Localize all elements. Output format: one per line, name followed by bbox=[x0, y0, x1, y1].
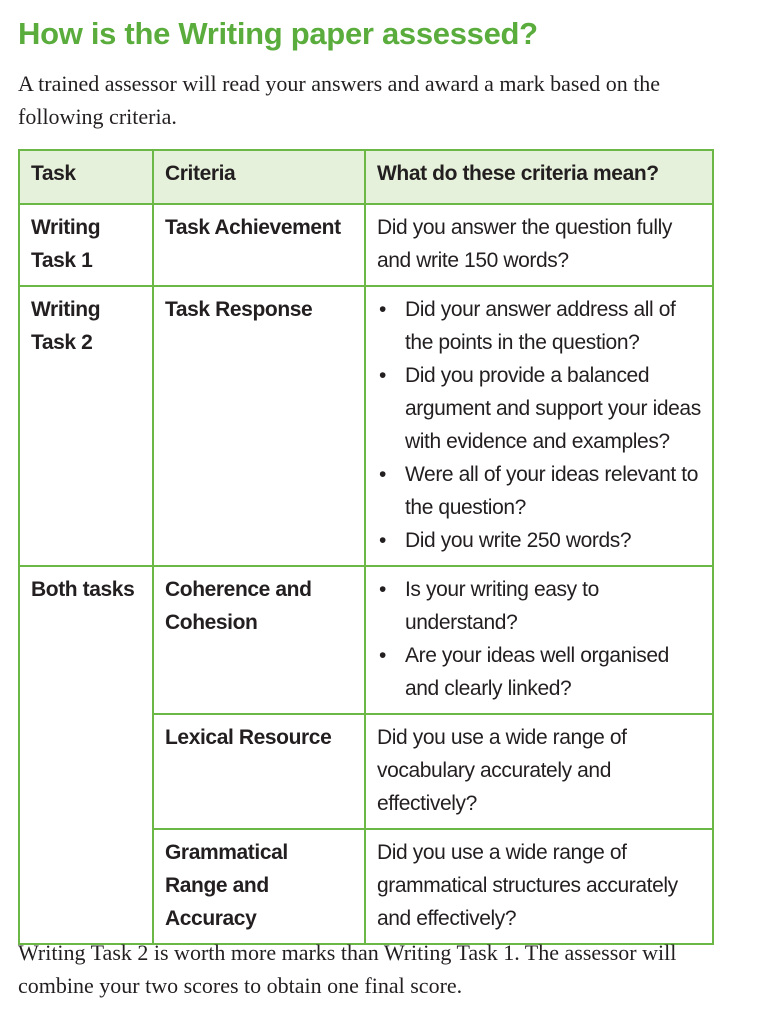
bullet-item: • Were all of your ideas relevant to the question? bbox=[377, 458, 702, 524]
table-row bbox=[19, 204, 713, 286]
row-meaning: Did you use a wide range of vocabulary accurately and effectively? bbox=[365, 714, 713, 829]
bullet-list bbox=[377, 573, 702, 705]
row-task: Both tasks bbox=[19, 566, 153, 944]
page-title: How is the Writing paper assessed? bbox=[18, 16, 538, 51]
row-meaning: Did you use a wide range of grammatical structures accurately and effectively? bbox=[365, 829, 713, 944]
table-header-row bbox=[19, 150, 713, 204]
table-row bbox=[19, 286, 713, 566]
criteria-table bbox=[18, 149, 714, 945]
row-meaning bbox=[365, 286, 713, 566]
bullet-list bbox=[377, 293, 702, 557]
bullet-item: • Did your answer address all of the points in the question? bbox=[377, 293, 702, 359]
row-meaning bbox=[365, 566, 713, 714]
bullet-item: • Did you provide a balanced argument and support your ideas with evidence and examples? bbox=[377, 359, 702, 458]
intro-paragraph: A trained assessor will read your answers and award a mark based on the following criteria. bbox=[18, 71, 661, 129]
row-criteria: Lexical Resource bbox=[153, 714, 365, 829]
bullet-item: • Is your writing easy to understand? bbox=[377, 573, 702, 639]
table-row bbox=[19, 566, 713, 714]
header-task: Task bbox=[19, 150, 153, 204]
row-task: Writing Task 1 bbox=[19, 204, 153, 286]
header-meaning: What do these criteria mean? bbox=[365, 150, 713, 204]
bullet-item: • Are your ideas well organised and clearly linked? bbox=[377, 639, 702, 705]
row-task: Writing Task 2 bbox=[19, 286, 153, 566]
row-criteria: Grammatical Range and Accuracy bbox=[153, 829, 365, 944]
bullet-item: • Did you write 250 words? bbox=[377, 524, 702, 557]
row-criteria: Task Achievement bbox=[153, 204, 365, 286]
footer-paragraph: Writing Task 2 is worth more marks than Writing Task 1. The assessor will combine your two scores to obtain one final score. bbox=[18, 940, 677, 998]
row-meaning: Did you answer the question fully and write 150 words? bbox=[365, 204, 713, 286]
page bbox=[18, 0, 718, 930]
row-criteria: Task Response bbox=[153, 286, 365, 566]
row-criteria: Coherence and Cohesion bbox=[153, 566, 365, 714]
header-criteria: Criteria bbox=[153, 150, 365, 204]
